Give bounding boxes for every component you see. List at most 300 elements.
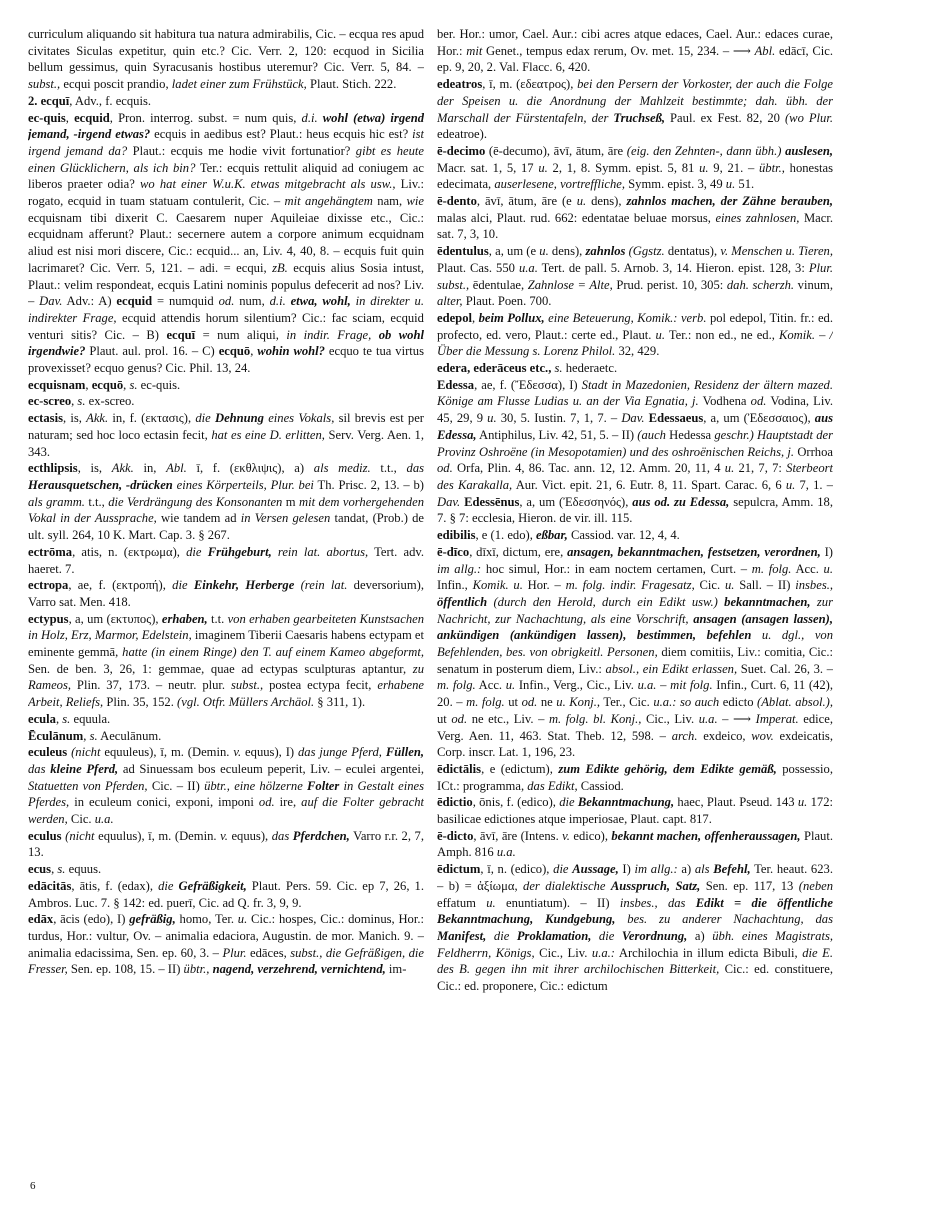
italic-text: wo hat einer W.u.K. etwas mitgebracht als usw., [140,177,396,192]
entry-text: postea ectypa fecit, [263,678,378,693]
translation-text: Truchseß, [613,110,666,125]
italic-text: od. [451,711,468,726]
italic-text: u. [655,327,665,342]
dictionary-entry [28,410,424,460]
entry-text: ecquis in aedibus est? Plaut.: heus ecquis hic est? [150,127,413,142]
entry-text: , [71,394,78,409]
italic-text: das [28,761,51,776]
italic-text: alter, [437,294,463,309]
italic-text: hatte (in einem Ringe) den T. auf einem Kameo abgeformt, [122,645,424,660]
italic-text: Plur. subst., [437,260,833,292]
entry-text: 21, 7, 7: [734,461,787,476]
entry-text: curriculum aliquando sit habitura tua natura admirabilis, Cic. – ecqua res apud civitates Siculas expetitur, quin etc.? Cic. Verr. 2, 120: ecquod in Sicilia bellum gessimus, quin Syracusanis hostibus uteremur? Cic. Verr. 5, 84. – [28,27,424,75]
italic-text: u. [699,160,709,175]
translation-text: Aussage, [572,862,619,877]
italic-text: eines Vokals, [263,411,335,426]
italic-text: geschr.) Hauptstadt der Provinz Oshroëne (in Mesopotamien) und des oshroënischen Reichs, j. [437,427,833,459]
italic-text: die [591,928,622,943]
headword-text: ēdentulus [437,244,489,259]
headword-text: ē-dicto [437,828,474,843]
entry-text: Adv.: A) [62,294,117,309]
italic-text: als gramm. [28,494,85,509]
italic-text: subst., [230,678,264,693]
italic-text: als [694,862,714,877]
dictionary-entry [437,828,833,861]
entry-text: enuntiatum). – II) [495,895,620,910]
entry-text: exdeico, [697,728,752,743]
entry-text: , ātis, f. (edax), [71,878,159,893]
italic-text: od. [218,294,235,309]
italic-text: insbes., [795,578,833,593]
entry-text: t.t. [207,611,228,626]
italic-text: u.a.: so auch [653,695,720,710]
italic-text: die E. des B. gegen ihn mit ihrer archilochischen Bitterkeit, [437,945,833,977]
entry-text: ecqui poscit prandio, [60,77,172,92]
dictionary-entry [437,310,833,360]
entry-text: ecquo te tua virtus provexisset? ecquo genus? Cic. Phil. 13, 24. [28,344,424,376]
translation-text: Füllen, [385,745,424,760]
italic-text: mit angehängtem [284,194,373,209]
entry-text: edice, Verg. Aen. 11, 463. Stat. Theb. 12, 598. – [437,711,833,743]
entry-text: wie tandem ad [156,511,241,526]
italic-text: Abl. [166,461,187,476]
headword-text: ecquid [116,294,153,309]
italic-text: m. folg. [437,678,476,693]
italic-text: u. [785,477,796,492]
entry-text: Cic.: ed. constituere, Cic.: ed. proponere, Cic.: edictum [437,962,833,994]
italic-text: u.a. [518,260,538,275]
translation-text: gefräßig, [129,912,176,927]
italic-text: od. [521,695,538,710]
entry-text: , ae, f. (εκτροπή), [68,578,173,593]
entry-text: Plaut. aul. prol. 16. – C) [85,344,219,359]
translation-text: zahnlos machen, der Zähne berauben, [626,194,833,209]
entry-text: Macr. sat. 7, 3, 10. [437,210,833,242]
italic-text: subst., die Gefräßigen, die Fresser, [28,945,424,977]
translation-text: Verordnung, [621,928,688,943]
italic-text: das [271,828,293,843]
headword-text: ecquī [166,327,196,342]
italic-text: die [486,928,517,943]
italic-text: in direkter u. indirekter Frage, [28,294,424,325]
headword-text: 2. ecquī [28,93,70,108]
entry-text: equus), I) [241,745,298,760]
translation-text: wohin wohl? [257,344,325,359]
entry-text: Cic., Liv. [641,711,699,726]
entry-text: Macr. sat. 1, 5, 17 [437,160,539,175]
entry-text: equuleus), ī, m. (Demin. [100,745,234,760]
italic-text: d.i. [269,294,291,309]
italic-text: als mediz. [313,461,371,476]
italic-text: u. [538,160,548,175]
entry-text: , [55,711,63,726]
entry-text: ecquis alius Sosia intust, Plaut.: velim respondeat, ecquis Latini nominis populus defecerit ad nos? Liv. – [28,260,424,309]
headword-text: Edessaeus [648,411,704,426]
italic-text: od. [258,795,275,810]
italic-text: s. [89,728,98,743]
translation-text: nagend, verzehrend, vernichtend, [212,962,386,977]
entry-text: sil brevis est per naturam; sed hoc loco ectasin fecit, [28,411,424,442]
entry-text: homo, Ter. [175,912,238,927]
translation-text: auslesen, [785,143,833,158]
entry-text: im- [385,962,407,977]
entry-text: Ter.: ecquis rettulit aliquid ad coniugem ac liberos praeter odia? [28,160,424,192]
italic-text: (neben [798,878,833,893]
italic-text: (nicht [65,828,95,843]
italic-text: (vgl. Otfr. Müllers Archäol. [177,695,315,710]
entry-text: I) [618,862,635,877]
italic-text: Abl. [754,43,776,58]
entry-text: – ⟶ [717,711,756,726]
translation-text: Ausspruch, Satz, [610,878,701,893]
entry-text: Suet. Cal. 26, 3. – [737,661,833,676]
entry-text: dens), [548,244,586,259]
italic-text: (Ablat. absol.), [757,695,833,710]
dictionary-entry [28,93,424,110]
entry-text: , ōnis, f. (edico), [472,795,560,810]
entry-text: Cassiod. var. 12, 4, 4. [567,528,680,543]
entry-text: equus), [227,828,272,843]
entry-text: , [123,377,130,392]
italic-text: gibt es heute einen Glücklichern, als ich bin? [28,143,424,175]
translation-text: Dehnung [214,411,264,426]
entry-text: Cic.: hospes, Cic.: dominus, Hor.: turdus, Hor.: vultur, Ov. – animalia edaciora, Augustin. de mor. Manich. 9. – animalia edacissima, Sen. ep. 60, 3. – [28,912,424,960]
italic-text: rein lat. abortus, [271,544,369,559]
italic-text: Stadt in Mazedonien, Residenz der ältern mazed. Könige am Flusse Ludias u. an der Via Egnatia, j. [437,377,833,409]
translation-text: Bekanntmachung, [577,795,675,810]
italic-text: die [559,795,578,810]
translation-text: Manifest, [437,928,487,943]
italic-text: dah. scherzh. [726,277,795,292]
dictionary-entry [28,577,424,610]
entry-text: Antiphilus, Liv. 42, 51, 5. – II) [476,427,638,442]
headword-text: edepol [437,310,472,325]
entry-text: imaginem Tiberii Caesaris habens ectypam et eminente gemmā, [28,628,424,660]
entry-text: ne etc., Liv. – [467,711,549,726]
italic-text: m. folg. [751,561,792,576]
italic-text: Imperat. [755,711,799,726]
italic-text: bes. zu anderer Nachachtung, das [615,912,833,927]
italic-text: (eig. den Zehnten-, dann übh.) [626,143,786,158]
entry-text: t.t., [84,494,109,509]
dictionary-entry [28,728,424,745]
italic-text: (nicht [71,745,101,760]
entry-text: Aeculānum. [97,728,162,743]
entry-text: § 311, 1). [314,695,366,710]
entry-text: Sen. ep. 117, 13 [700,878,799,893]
italic-text: od. [437,461,453,476]
italic-text: v. [220,828,228,843]
italic-text: v. [233,745,242,760]
entry-text: = num aliqui, [195,327,287,342]
page-number: 6 [30,1180,36,1192]
headword-text: ecquid [74,110,110,125]
italic-text: ist irgend jemand da? [28,127,424,158]
headword-text: ē-dento [437,194,477,209]
entry-text: , āvī, ātum, āre (e [476,194,577,209]
italic-text: wie [406,194,424,209]
italic-text: (durch den Herold, durch ein Edikt usw.) [487,594,725,609]
translation-text: Gefräßigkeit, [178,878,247,893]
entry-text: Plaut.: ecquis me hodie vivit fortunatior? [127,143,356,158]
italic-text: u.a. [698,711,718,726]
italic-text: bei den Persern der Vorkoster, der auch die Folge der Speisen u. die Anordnung der Mahlzeit bestimmte; dah. übh. der Marschall der Fürstentafeln, der [437,77,833,125]
translation-text: eßbar, [536,528,568,543]
italic-text: eines zahnlosen, [715,210,800,225]
italic-text: u. Konj., [556,695,601,710]
headword-text: ecquō [218,344,251,359]
entry-text: Liv.: rogato, ecquid in tuam statuam contulerit, Cic. – [28,177,424,209]
italic-text: u.a.: [591,945,615,960]
entry-text: , [83,728,90,743]
italic-text: hat es eine D. erlitten, [211,427,325,442]
translation-text: bekanntmachen, [724,594,811,609]
italic-text: ladet einer zum Frühstück, [171,77,307,92]
entry-text: Plaut. Stich. 222. [306,77,397,92]
italic-text: u. [725,177,736,192]
headword-text: edeatros [437,77,483,92]
entry-text: Tert. adv. haeret. 7. [28,544,424,576]
italic-text: u. [823,561,833,576]
italic-text: Akk. [86,411,109,426]
italic-text: d.i. [301,110,323,125]
entry-text: m [282,494,299,509]
italic-text: Zahnlose = Alte, [527,277,613,292]
entry-text: , ācis (edo), I) [53,912,130,927]
headword-text: ectasis [28,411,63,426]
italic-text: u. [797,795,808,810]
entry-text: , ae, f. (Ἔδεσσα), I) [474,377,582,392]
dictionary-entry [437,794,833,827]
entry-text: , e (1. edo), [475,528,536,543]
italic-text: die [158,878,179,893]
entry-text: Acc. [475,678,506,693]
headword-text: Edessa [437,377,475,392]
italic-text: (auch [637,427,666,442]
italic-text: m. folg. bl. Konj., [548,711,642,726]
entry-text: , [85,377,92,392]
italic-text: erhabene Arbeit, Reliefs, [28,678,424,710]
entry-text: Ter., Cic. [600,695,654,710]
italic-text: Komik. u. [472,578,523,593]
entry-text: I) [820,544,833,559]
entry-text: in, [133,461,167,476]
dictionary-entry [437,377,833,527]
entry-text: ad Sinuessam bos eculeum peperit, Liv. – eculei argentei, [118,761,424,776]
headword-text: edāx [28,912,54,927]
entry-text: Symm. epist. 3, 49 [625,177,726,192]
dictionary-entry [28,460,424,544]
dictionary-entry [28,861,424,878]
entry-text: ne [537,695,557,710]
entry-text: , a, um (εκτυπος), [68,611,162,626]
italic-text: u. [576,194,587,209]
translation-text: aus Edessa, [437,411,833,442]
entry-text: ut [437,711,452,726]
entry-text: Prud. perist. 10, 305: [612,277,727,292]
dictionary-entry [28,828,424,861]
entry-text: , ī, n. (edico), [480,862,554,877]
dictionary-entry [28,878,424,911]
dictionary-entry [437,360,833,377]
entry-text: Vodhena [698,394,751,409]
translation-text: Befehl, [713,862,751,877]
italic-text: der dialektische [523,878,611,893]
entry-text: Ter.: non ed., ne ed., [664,327,779,342]
translation-text: beim Pollux, [478,310,545,325]
translation-text: Folter [307,778,340,793]
entry-text: 7, 1. – [795,477,833,492]
entry-text: , Adv., f. ecquis. [69,93,152,108]
headword-text: ecthlipsis [28,461,78,476]
entry-text: vinum, [794,277,833,292]
entry-text: 9, 21. – [708,160,759,175]
italic-text: die [553,862,573,877]
entry-text: edeatroe). [437,127,487,142]
entry-text: edāces, [246,945,291,960]
italic-text: zu Rameos, [28,661,424,693]
italic-text: eine Beteuerung, Komik.: verb. [544,310,707,325]
entry-text: Cassiod. [577,778,624,793]
translation-text: zahnlos [585,244,626,259]
headword-text: ec-screo [28,394,72,409]
entry-text: 32, 429. [615,344,660,359]
headword-text: Edessēnus [464,494,520,509]
italic-text: u. [539,244,549,259]
italic-text: in Versen gelesen [240,511,331,526]
entry-text: , ī, m. (εδεατρος), [482,77,578,92]
entry-text: Tert. de pall. 5. Arnob. 3, 14. Hieron. epist. 128, 3: [537,260,809,275]
dictionary-entry [28,544,424,577]
dictionary-page [28,26,908,1186]
italic-text: Komik. – / Über die Messung s. Lorenz Philol. [437,327,833,359]
italic-text: s. [62,711,71,726]
entry-text: ēdentulae, [469,277,528,292]
entry-text: ut [504,695,522,710]
italic-text: od. [750,394,767,409]
dictionary-entry [437,193,833,243]
italic-text: Plur. [222,945,247,960]
entry-text: Cic. [694,578,725,593]
headword-text: ectropa [28,578,69,593]
italic-text: (wo Plur. [784,110,833,125]
italic-text: die [172,578,194,593]
entry-text: Plaut. Pers. 59. Cic. ep 7, 26, 1. Ambros. Luc. 7. § 142: ed. puerī, Cic. ad Q. fr. 3, 9, 9. [28,878,424,910]
entry-text: edicto [719,695,758,710]
italic-text: in indir. Frage, [286,327,379,342]
italic-text: Statuetten von Pferden, [28,778,148,793]
entry-text: num, [234,294,270,309]
italic-text: die [195,411,215,426]
dictionary-entry [28,911,424,978]
entry-text: Plaut. Cas. 550 [437,260,519,275]
entry-text: Serv. Verg. Aen. 1, 343. [28,427,424,459]
italic-text: zB. [272,260,288,275]
entry-text: Cic., Liv. [534,945,592,960]
headword-text: ec-quis [28,110,66,125]
entry-text: Plin. 37, 173. – neutr. plur. [71,678,231,693]
entry-text: , [471,310,479,325]
italic-text: subst., [28,77,61,92]
entry-text: Infin., Curt. 6, 11 (42), 20. – [437,678,833,710]
italic-text: u. [724,578,735,593]
italic-text: Sterbeort des Karakalla, [437,461,833,492]
italic-text: auserlesene, vortreffliche, [494,177,626,192]
entry-text: ber. Hor.: umor, Cael. Aur.: cibi acres atque edaces, Cael. Aur.: edaces curae, Hor.: [437,27,833,58]
entry-text: in, f. (εκτασις), [108,411,196,426]
entry-text: Ter. heaut. 623. – b) = ἀξίωμα, [437,862,833,893]
entry-text: deversorium), Varro sat. Men. 418. [28,578,424,609]
dictionary-entry [28,711,424,728]
entry-text: Hor. – [522,578,566,593]
dictionary-entry [437,861,833,995]
entry-text: equula. [70,711,111,726]
dictionary-entry [437,76,833,143]
italic-text: v. [562,828,570,843]
entry-text: 172: basilicae edictiones atque imperiosae, Plaut. capt. 817. [437,795,833,827]
entry-text [751,628,762,642]
italic-text: mit [466,43,483,58]
italic-text: u.a. [496,845,516,860]
entry-text: 51. [735,177,755,192]
left-column [28,26,424,1176]
entry-text: ex-screo. [85,394,135,409]
entry-text: = numquid [152,294,219,309]
entry-text: , e (edictum), [481,761,559,776]
italic-text: übtr., [759,160,785,175]
dictionary-entry [437,26,833,76]
translation-text: zum Edikte gehörig, dem Edikte gemäß, [558,761,777,776]
entry-text: Cic. – II) [147,778,205,793]
entry-text: Hedessa [665,427,715,442]
entry-text: edico), [569,828,612,843]
headword-text: ēdictālis [437,761,482,776]
headword-text: eculeus [28,745,68,760]
italic-text: u.a. [94,812,114,827]
italic-text: u. [487,411,497,426]
translation-text: kleine Pferd, [50,761,119,776]
italic-text: s. [57,862,66,877]
italic-text: Dav. [621,411,645,426]
dictionary-entry [437,544,833,761]
italic-text: auf die Folter gebracht werden, [28,795,424,827]
entry-text: a) [677,862,695,877]
entry-text: , [51,862,58,877]
translation-text: erhaben, [161,611,208,626]
headword-text: ē-dīco [437,544,470,559]
entry-text: dens), [586,194,627,209]
dictionary-entry [28,377,424,394]
italic-text: übtr., [183,962,213,977]
entry-text: Archilochia in illum edicta Bibuli, [615,945,803,960]
dictionary-entry [28,611,424,711]
headword-text: ēdictum [437,862,481,877]
entry-text: hoc simul, Hor.: in eam noctem certamen, Curt. – [481,561,752,576]
dictionary-entry [437,243,833,310]
translation-text: Einkehr, Herberge [193,578,295,593]
dictionary-entry [437,761,833,794]
italic-text: u. [505,678,516,693]
translation-text: Proklamation, [516,928,592,943]
entry-text: Orfa, Plin. 4, 86. Tac. ann. 12, 12. Amm. 20, 11, 4 [452,461,725,476]
translation-text: Herausquetschen, -drücken [28,477,173,492]
italic-text: u. [237,912,248,927]
entry-text: Infin., Verg., Cic., Liv. [515,678,638,693]
entry-text: Plaut. Amph. 816 [437,828,833,860]
entry-text: diem comitiis, Liv.: comitia, Cic.: senatum in posterum diem, Liv.: [437,645,833,676]
translation-text: ob wohl irgendwie? [28,327,424,359]
italic-text: im allg.: [437,561,482,576]
